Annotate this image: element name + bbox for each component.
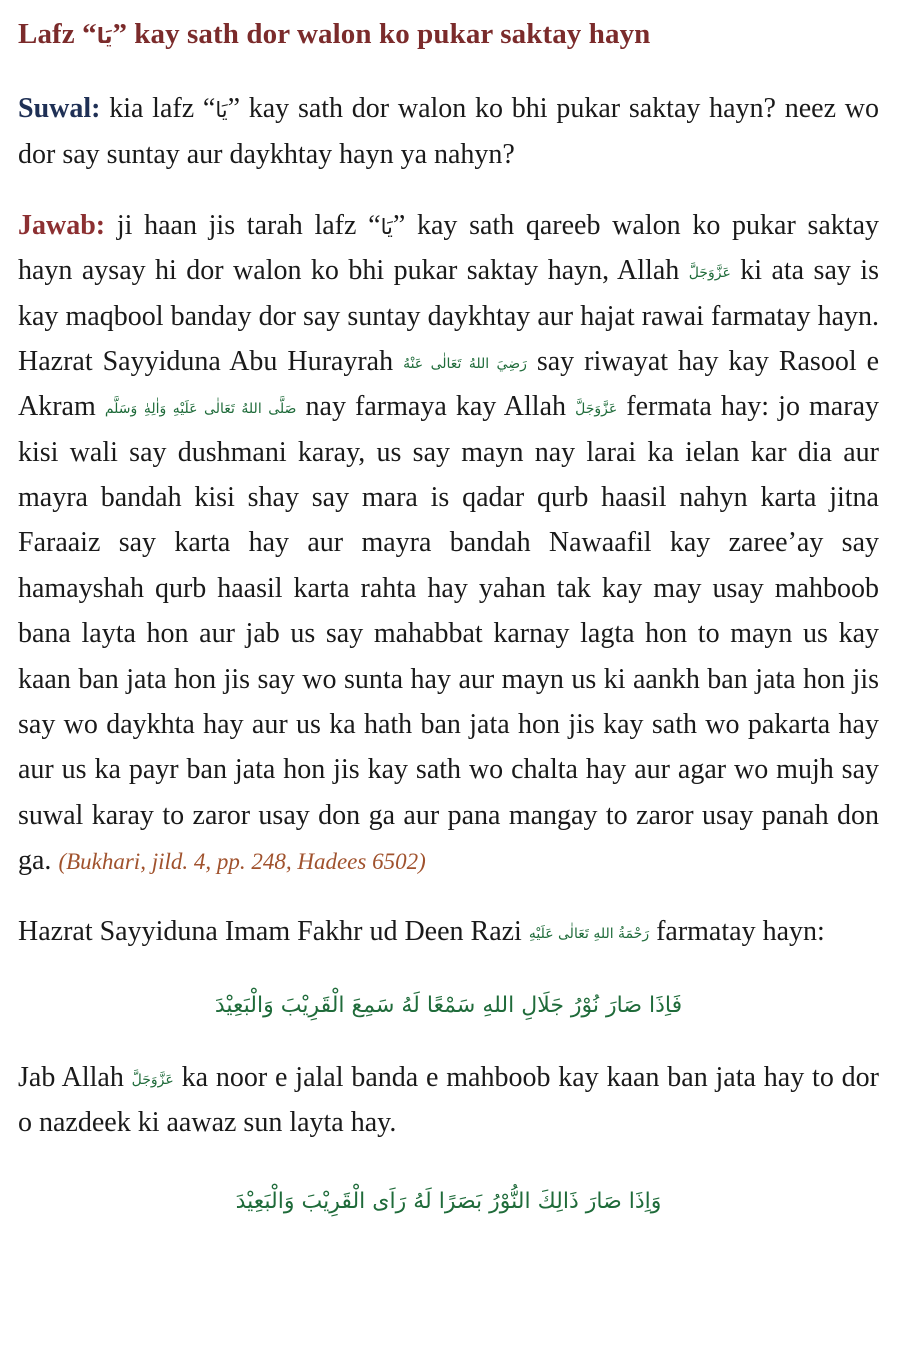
- answer-segment-1: ji haan jis tarah lafz “: [105, 209, 381, 241]
- translation-segment-1: Jab Allah: [18, 1061, 132, 1093]
- question-paragraph: [18, 86, 879, 177]
- hadith-citation: (Bukhari, jild. 4, pp. 248, Hadees 6502): [58, 849, 426, 874]
- question-arabic-word: يَا: [215, 98, 228, 123]
- answer-segment-4: say riwayat hay kay Rasool e Akram: [18, 346, 879, 423]
- honorific-azzawajal-third: عَزَّوَجَلَّ: [131, 1071, 174, 1088]
- razi-segment-2: farmatay hayn:: [649, 916, 825, 948]
- arabic-quotation-first: فَاِذَا صَارَ نُوْرُ جَلَالِ اللهِ سَمْعًا لَهُ سَمِعَ الْقَرِيْبَ وَالْبَعِيْدَ: [214, 992, 683, 1018]
- answer-segment-6: fermata hay: jo maray kisi wali say dushmani karay, us say mayn nay larai ka ielan kar dia aur mayra bandah kisi shay say mara is qadar qurb haasil nahyn karta jitna Faraaiz say karta hay aur mayra bandah Nawaafil kay zaree’ay say hamayshah qurb haasil karta rahta hay yahan tak kay may usay mahboob bana layta hon aur jab us say mahabbat karnay lagta hon to mayn us kay kaan ban jata hon jis say wo sunta hay aur mayn us ki aankh ban jata hon jis say wo daykhta hay aur us ka hath ban jata hon jis kay sath wo pakarta hay aur us ka payr ban jata hon jis kay sath wo chalta hay aur agar wo mujh say suwal karay to zaror usay don ga aur pana mangay to zaror usay panah don ga.: [18, 391, 879, 876]
- answer-paragraph: [18, 203, 879, 883]
- arabic-quotation-second: وَاِذَا صَارَ ذَالِكَ النُّوْرُ بَصَرًا لَهُ رَاَى الْقَرِيْبَ وَالْبَعِيْدَ: [235, 1189, 662, 1215]
- answer-segment-2: ” kay sath qareeb walon ko pukar saktay hayn aysay hi dor walon ko bhi pukar saktay hayn, Allah: [18, 209, 880, 287]
- question-label: Suwal:: [18, 93, 101, 125]
- razi-segment-1: Hazrat Sayyiduna Imam Fakhr ud Deen Razi: [18, 916, 529, 948]
- honorific-radiallahu-anhu: رَضِيَ اللهُ تَعَالٰى عَنْهُ: [403, 356, 527, 373]
- answer-segment-5: nay farmaya kay Allah: [296, 391, 576, 423]
- title-arabic-word: يَا: [96, 24, 113, 48]
- answer-arabic-word-ya: يَا: [380, 214, 393, 239]
- razi-attribution-paragraph: [18, 909, 879, 954]
- answer-segment-3: ki ata say is kay maqbool banday dor say suntay daykhtay aur hajat rawai farmatay hayn. Hazrat Sayyiduna Abu Hurayrah: [18, 255, 879, 378]
- question-text-after: ” kay sath dor walon ko bhi pukar saktay hayn? neez wo dor say suntay aur daykhtay hayn ya nahyn?: [18, 93, 879, 170]
- honorific-azzawajal-second: عَزَّوَجَلَّ: [575, 401, 618, 418]
- question-text-before: kia lafz “: [100, 93, 216, 125]
- honorific-azzawajal: عَزَّوَجَلَّ: [688, 265, 731, 282]
- honorific-durood-sallallahu: صَلَّى اللهُ تَعَالٰى عَلَيْهِ وَاٰلِهِٰ وَسَلَّم: [104, 401, 297, 418]
- translation-paragraph-first: [18, 1055, 879, 1146]
- page-title: [18, 16, 879, 52]
- title-text-before: Lafz “: [18, 18, 97, 50]
- answer-label: Jawab:: [18, 209, 106, 241]
- title-text-after: ” kay sath dor walon ko pukar saktay hayn: [112, 18, 651, 50]
- translation-segment-2: ka noor e jalal banda e mahboob kay kaan ban jata hay to dor o nazdeek ki aawaz sun layta hay.: [18, 1061, 879, 1138]
- honorific-rahmatullah-alayh: رَحْمَةُ اللهِ تَعَالٰى عَلَيْهِ: [528, 926, 650, 943]
